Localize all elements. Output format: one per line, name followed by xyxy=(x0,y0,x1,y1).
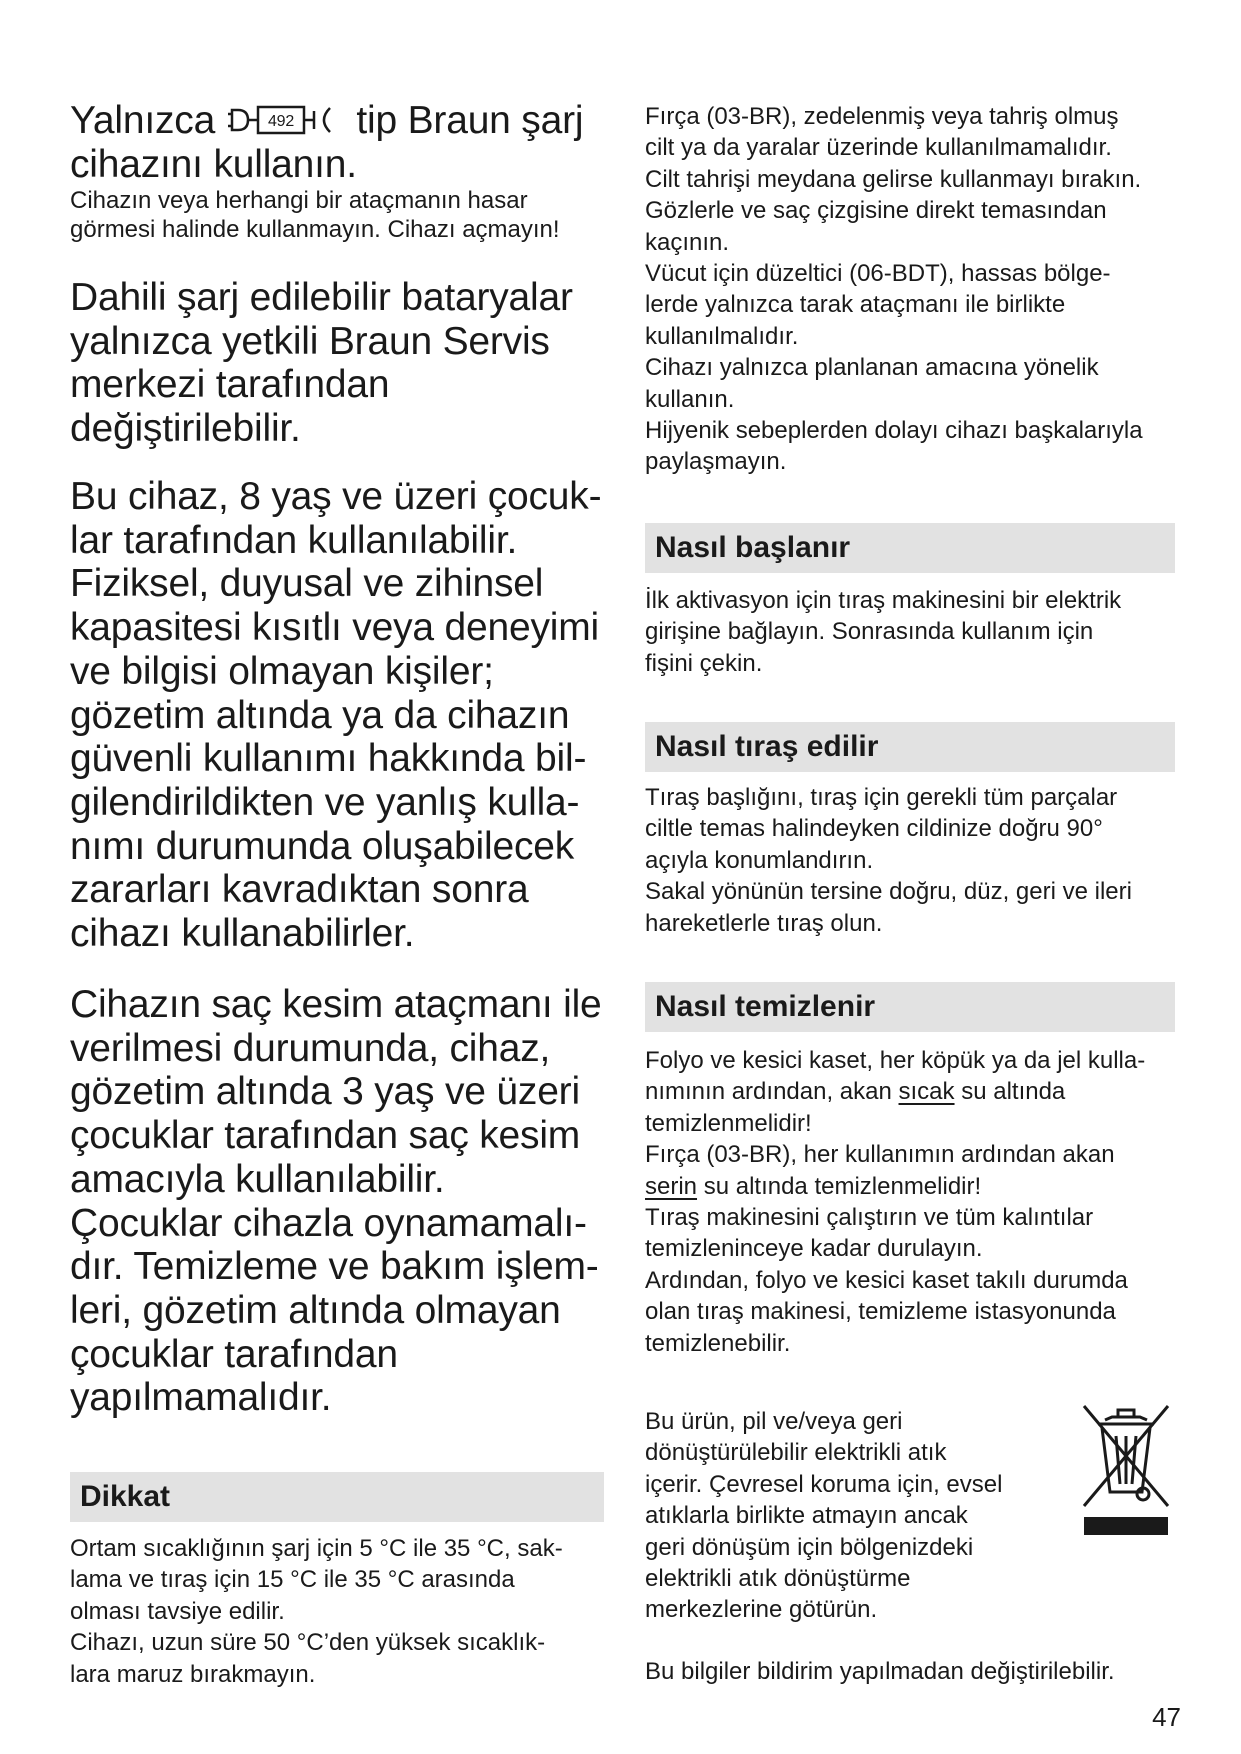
brush-warning-line: Cihazı yalnızca planlanan amacına yönelik xyxy=(645,354,1099,382)
children-paragraph xyxy=(70,475,601,956)
haircut-line: gözetim altında 3 yaş ve üzeri xyxy=(70,1070,580,1114)
start-text xyxy=(645,585,1121,679)
haircut-line: leri, gözetim altında olmayan xyxy=(70,1288,561,1332)
dikkat-line: olması tavsiye edilir. xyxy=(70,1597,285,1625)
brush-warning-line: cilt ya da yaralar üzerinde kullanılmamalıdır. xyxy=(645,134,1112,162)
clean-line-part: su altında temizlenmelidir! xyxy=(703,1172,982,1200)
crossed-bin-icon xyxy=(1080,1402,1172,1537)
battery-paragraph xyxy=(70,276,573,451)
damage-warning-line: Cihazın veya herhangi bir ataçmanın hasar xyxy=(70,187,528,214)
charger-heading-prefix: Yalnızca xyxy=(70,99,216,142)
brush-warning-line: paylaşmayın. xyxy=(645,448,787,476)
children-line: Fiziksel, duyusal ve zihinsel xyxy=(70,562,544,606)
brush-warning-line: kullanılmalıdır. xyxy=(645,322,799,350)
haircut-line: yapılmamalıdır. xyxy=(70,1376,332,1420)
clean-line: temizlenebilir. xyxy=(645,1329,791,1357)
clean-line: Tıraş makinesini çalıştırın ve tüm kalıntılar xyxy=(645,1204,1094,1232)
recycle-line: Bu ürün, pil ve/veya geri xyxy=(645,1408,903,1435)
battery-line: yalnızca yetkili Braun Servis xyxy=(70,319,550,363)
dikkat-line: Cihazı, uzun süre 50 °C’den yüksek sıcaklık- xyxy=(70,1629,546,1657)
haircut-paragraph xyxy=(70,983,602,1420)
brush-warning-line: Gözlerle ve saç çizgisine direkt temasından xyxy=(645,197,1107,225)
charger-heading xyxy=(70,99,583,186)
start-line: İlk aktivasyon için tıraş makinesini bir elektrik xyxy=(645,587,1122,614)
clean-line: temizleninceye kadar durulayın. xyxy=(645,1235,983,1263)
damage-warning xyxy=(70,186,560,244)
dikkat-heading: Dikkat xyxy=(70,1472,604,1522)
children-line: zararları kavradıktan sonra xyxy=(70,868,529,912)
shave-heading: Nasıl tıraş edilir xyxy=(645,722,1175,772)
haircut-line: amacıyla kullanılabilir. xyxy=(70,1157,445,1201)
battery-line: Dahili şarj edilebilir bataryalar xyxy=(70,276,573,319)
dikkat-line: Ortam sıcaklığının şarj için 5 °C ile 35 °C, sak- xyxy=(70,1535,563,1562)
brush-warning-text xyxy=(645,101,1143,478)
recycle-line: dönüştürülebilir elektrikli atık xyxy=(645,1439,947,1467)
plug-code-label: 492 xyxy=(267,113,294,130)
clean-text xyxy=(645,1045,1145,1359)
clean-line: Fırça (03-BR), her kullanımın ardından akan xyxy=(645,1141,1115,1169)
recycle-text xyxy=(645,1406,1002,1626)
shave-text xyxy=(645,782,1132,939)
children-line: nımı durumunda oluşabilecek xyxy=(70,824,575,868)
start-line: fişini çekin. xyxy=(645,649,763,677)
cool-emphasis: serin xyxy=(645,1172,698,1200)
haircut-line: çocuklar tarafından saç kesim xyxy=(70,1114,581,1158)
shave-line: ciltle temas halindeyken cildinize doğru 90° xyxy=(645,815,1103,843)
clean-line: Ardından, folyo ve kesici kaset takılı durumda xyxy=(645,1266,1128,1294)
children-line: lar tarafından kullanılabilir. xyxy=(70,518,518,562)
children-line: cihazı kullanabilirler. xyxy=(70,912,415,956)
children-line: kapasitesi kısıtlı veya deneyimi xyxy=(70,606,599,650)
charger-heading-line2: cihazını kullanın. xyxy=(70,142,357,186)
clean-line-part: su altında xyxy=(961,1078,1066,1106)
hot-emphasis: sıcak xyxy=(898,1078,955,1106)
shave-line: açıyla konumlandırın. xyxy=(645,846,874,874)
damage-warning-line: görmesi halinde kullanmayın. Cihazı açmayın! xyxy=(70,216,560,243)
clean-line xyxy=(645,1076,1145,1107)
clean-heading: Nasıl temizlenir xyxy=(645,982,1175,1032)
children-line: gilendirildikten ve yanlış kulla- xyxy=(70,780,580,824)
haircut-line: Çocuklar cihazla oynamamalı- xyxy=(70,1201,587,1245)
haircut-line: verilmesi durumunda, cihaz, xyxy=(70,1026,551,1070)
haircut-line: Cihazın saç kesim ataçmanı ile xyxy=(70,983,602,1026)
shave-line: Tıraş başlığını, tıraş için gerekli tüm parçalar xyxy=(645,784,1118,811)
brush-warning-line: Hijyenik sebeplerden dolayı cihazı başkalarıyla xyxy=(645,417,1143,445)
start-line: girişine bağlayın. Sonrasında kullanım için xyxy=(645,618,1094,646)
page-number: 47 xyxy=(1152,1702,1181,1732)
dikkat-line: lama ve tıraş için 15 °C ile 35 °C arasında xyxy=(70,1566,515,1594)
charger-heading-suffix: tip Braun şarj xyxy=(356,99,584,142)
battery-line: merkezi tarafından xyxy=(70,363,390,407)
start-heading: Nasıl başlanır xyxy=(645,523,1175,573)
recycle-line: elektrikli atık dönüştürme xyxy=(645,1565,911,1593)
shave-line: hareketlerle tıraş olun. xyxy=(645,909,883,937)
clean-line: temizlenmelidir! xyxy=(645,1109,812,1137)
clean-line: Folyo ve kesici kaset, her köpük ya da jel kulla- xyxy=(645,1047,1146,1074)
clean-line-part: nımının ardından, akan xyxy=(645,1078,892,1106)
children-line: Bu cihaz, 8 yaş ve üzeri çocuk- xyxy=(70,475,602,518)
haircut-line: çocuklar tarafından xyxy=(70,1332,398,1376)
recycle-line: geri dönüşüm için bölgenizdeki xyxy=(645,1533,974,1561)
clean-line xyxy=(645,1171,1145,1202)
recycle-line: atıklarla birlikte atmayın ancak xyxy=(645,1502,968,1530)
brush-warning-line: Vücut için düzeltici (06-BDT), hassas bölge- xyxy=(645,260,1111,288)
children-line: gözetim altında ya da cihazın xyxy=(70,693,570,737)
children-line: ve bilgisi olmayan kişiler; xyxy=(70,649,494,693)
brush-warning-line: lerde yalnızca tarak ataçmanı ile birlikte xyxy=(645,291,1066,319)
children-line: güvenli kullanımı hakkında bil- xyxy=(70,737,587,781)
brush-warning-line: kullanın. xyxy=(645,385,735,413)
clean-line: olan tıraş makinesi, temizleme istasyonunda xyxy=(645,1298,1116,1326)
brush-warning-line: Cilt tahrişi meydana gelirse kullanmayı bırakın. xyxy=(645,165,1142,193)
change-notice: Bu bilgiler bildirim yapılmadan değiştirilebilir. xyxy=(645,1658,1115,1685)
shave-line: Sakal yönünün tersine doğru, düz, geri ve ileri xyxy=(645,878,1132,906)
plug-symbol-icon xyxy=(226,103,346,137)
haircut-line: dır. Temizleme ve bakım işlem- xyxy=(70,1245,599,1289)
recycle-line: merkezlerine götürün. xyxy=(645,1596,878,1624)
dikkat-text xyxy=(70,1533,563,1690)
brush-warning-line: kaçının. xyxy=(645,228,730,256)
recycle-line: içerir. Çevresel koruma için, evsel xyxy=(645,1470,1003,1498)
battery-line: değiştirilebilir. xyxy=(70,407,301,451)
dikkat-line: lara maruz bırakmayın. xyxy=(70,1660,316,1688)
brush-warning-line: Fırça (03-BR), zedelenmiş veya tahriş olmuş xyxy=(645,103,1119,130)
